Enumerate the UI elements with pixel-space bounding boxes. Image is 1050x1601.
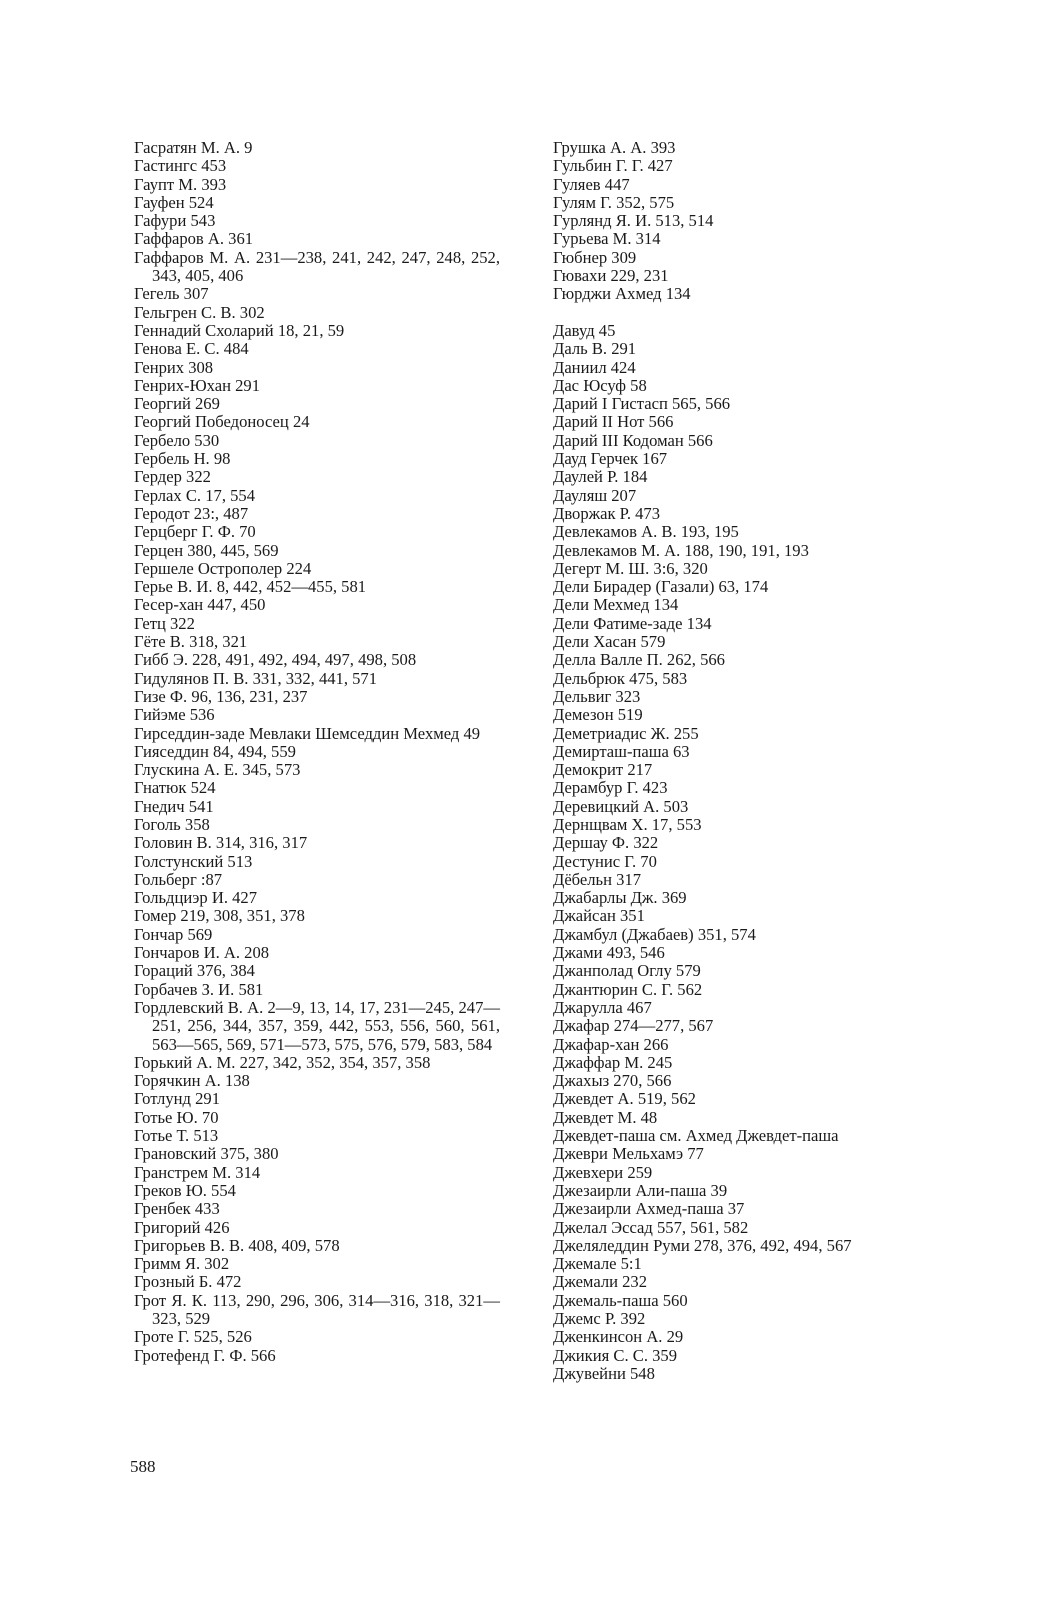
index-entry: Демокрит 217 [553, 760, 653, 780]
index-entry: Герцен 380, 445, 569 [134, 540, 279, 560]
index-entry: Гомер 219, 308, 351, 378 [134, 906, 305, 926]
index-entry: Гердер 322 [134, 467, 211, 487]
index-entry: Делла Валле П. 262, 566 [553, 650, 725, 670]
index-entry: Гегель 307 [134, 284, 209, 304]
index-entry: Грушка А. А. 393 [553, 138, 676, 157]
index-entry: Гулям Г. 352, 575 [553, 192, 675, 212]
index-entry: Дженкинсон А. 29 [553, 1327, 684, 1347]
index-entry: Гюрджи Ахмед 134 [553, 284, 691, 304]
index-entry: Герлах С. 17, 554 [134, 485, 256, 505]
index-entry: Генова Е. С. 484 [134, 339, 249, 359]
index-entry: Греков Ю. 554 [134, 1180, 236, 1200]
index-entry: Гафури 543 [134, 211, 216, 231]
index-entry: Дарий II Нот 566 [553, 412, 674, 432]
index-entry: Джемале 5:1 [553, 1254, 642, 1274]
index-entry: Григорий 426 [134, 1217, 230, 1237]
page-number: 588 [130, 1457, 156, 1476]
index-entry: Джикия С. С. 359 [553, 1345, 678, 1365]
index-entry: Герье В. И. 8, 442, 452—455, 581 [134, 577, 367, 597]
index-entry: Гибб Э. 228, 491, 492, 494, 497, 498, 508 [134, 650, 417, 670]
index-entry: Генрих 308 [134, 357, 214, 377]
index-entry: Гоголь 358 [134, 814, 210, 834]
index-entry: Дестунис Г. 70 [553, 851, 657, 871]
index-entry: Гасратян М. А. 9 [134, 138, 253, 157]
index-entry: Гольдциэр И. 427 [134, 888, 258, 908]
index-entry: Джами 493, 546 [553, 943, 665, 963]
index-entry: Даниил 424 [553, 357, 636, 377]
index-entry: Деметриадис Ж. 255 [553, 723, 699, 743]
index-entry: Гольберг :87 [134, 869, 223, 889]
index-entry: Джеври Мельхамэ 77 [553, 1144, 704, 1164]
index-entry: Гюбнер 309 [553, 247, 637, 267]
index-entry: Дауд Герчек 167 [553, 449, 668, 469]
index-entry: Джевдет М. 48 [553, 1107, 658, 1127]
index-entry: Дели Бирадер (Газали) 63, 174 [553, 577, 769, 597]
index-entry: Гончаров И. А. 208 [134, 943, 270, 963]
index-entry: Гончар 569 [134, 924, 213, 944]
index-entry: Дас Юсуф 58 [553, 375, 647, 395]
index-entry: Дершау Ф. 322 [553, 833, 659, 853]
index-entry: Гаупт М. 393 [134, 174, 227, 194]
index-entry: Джемс Р. 392 [553, 1309, 646, 1328]
index-entry: Джамбул (Джабаев) 351, 574 [553, 924, 756, 944]
index-entry: Дарий III Кодоман 566 [553, 430, 713, 450]
index-entry: Гнедич 541 [134, 796, 214, 816]
index-entry: Дели Хасан 579 [553, 632, 666, 652]
index-entry: Гуляев 447 [553, 174, 630, 194]
index-entry: Гийэме 536 [134, 705, 215, 725]
index-entry: Дворжак Р. 473 [553, 503, 661, 523]
index-entry: Джемаль-паша 560 [553, 1290, 688, 1310]
index-entry: Гнатюк 524 [134, 778, 216, 798]
index-entry: Гаффаров А. 361 [134, 229, 254, 249]
index-entry: Дарий I Гистасп 565, 566 [553, 394, 731, 414]
index-entry: Готье Т. 513 [134, 1126, 219, 1146]
index-entry: Дерамбур Г. 423 [553, 778, 668, 798]
index-entry: Готлунд 291 [134, 1089, 220, 1109]
index-entry: Дёбельн 317 [553, 869, 642, 889]
index-entry: Демирташ-паша 63 [553, 741, 690, 761]
index-entry: Гренбек 433 [134, 1199, 220, 1219]
letter-section-gap [553, 304, 919, 322]
index-entry: Джевдет А. 519, 562 [553, 1089, 696, 1109]
index-entry: Джевхери 259 [553, 1162, 653, 1182]
index-entry: Гербель Н. 98 [134, 449, 231, 469]
index-entry: Дели Фатиме-заде 134 [553, 613, 712, 633]
index-entry: Гримм Я. 302 [134, 1254, 230, 1274]
index-entry: Грот Я. К. 113, 290, 296, 306, 314—316, 318, 321—323, 529 [134, 1290, 500, 1328]
index-entry: Джантюрин С. Г. 562 [553, 979, 703, 999]
index-entry: Гауфен 524 [134, 192, 214, 212]
index-entry: Гаффаров М. А. 231—238, 241, 242, 247, 248, 252, 343, 405, 406 [134, 247, 500, 286]
index-entry: Джеляледдин Руми 278, 376, 492, 494, 567 [553, 1235, 852, 1255]
index-entry: Георгий Победоносец 24 [134, 412, 310, 432]
index-entry: Готье Ю. 70 [134, 1107, 219, 1127]
index-entry: Гершеле Острополер 224 [134, 558, 312, 578]
index-entry: Гирседдин-заде Мевлаки Шемседдин Мехмед 49 [134, 723, 481, 743]
index-entry: Гияседдин 84, 494, 559 [134, 741, 296, 761]
index-entry: Джафар 274—277, 567 [553, 1016, 714, 1036]
index-entry: Гидулянов П. В. 331, 332, 441, 571 [134, 668, 378, 688]
index-entry: Голстунский 513 [134, 851, 253, 871]
index-entry: Гордлевский В. А. 2—9, 13, 14, 17, 231—245, 247—251, 256, 344, 357, 359, 442, 553, 556, 560, 561, 563—565, 569, 571—573, 575, 576, 579, 583, 584 [134, 997, 500, 1054]
index-entry: Джевдет-паша см. Ахмед Джевдет-паша [553, 1126, 839, 1146]
index-entry: Девлекамов М. А. 188, 190, 191, 193 [553, 540, 809, 560]
index-entry: Гроте Г. 525, 526 [134, 1327, 252, 1347]
index-entry: Демезон 519 [553, 705, 643, 725]
index-entry: Дельвиг 323 [553, 686, 641, 706]
index-entry: Герцберг Г. Ф. 70 [134, 522, 256, 542]
index-entry: Горбачев З. И. 581 [134, 979, 264, 999]
index-entry: Гизе Ф. 96, 136, 231, 237 [134, 686, 308, 706]
index-entry: Георгий 269 [134, 394, 220, 414]
index-entry: Дауляш 207 [553, 485, 637, 505]
index-entry: Джаффар М. 245 [553, 1052, 673, 1072]
index-entry: Даль В. 291 [553, 339, 637, 359]
index-entry: Джанполад Оглу 579 [553, 961, 701, 981]
index-entry: Дели Мехмед 134 [553, 595, 679, 615]
index-entry: Джарулла 467 [553, 997, 652, 1017]
index-entry: Дернщвам Х. 17, 553 [553, 814, 702, 834]
index-entry: Гербело 530 [134, 430, 220, 450]
index-entry: Девлекамов А. В. 193, 195 [553, 522, 739, 542]
index-entry: Джелал Эссад 557, 561, 582 [553, 1217, 749, 1237]
index-entry: Гульбин Г. Г. 427 [553, 156, 673, 176]
index-entry: Джабарлы Дж. 369 [553, 888, 687, 908]
index-entry: Гетц 322 [134, 613, 195, 633]
index-entry: Гювахи 229, 231 [553, 266, 669, 286]
index-entry: Деревицкий А. 503 [553, 796, 689, 816]
index-entry: Джувейни 548 [553, 1363, 655, 1383]
index-column-left [134, 139, 500, 1365]
index-entry: Гораций 376, 384 [134, 961, 255, 981]
index-entry: Дегерт М. Ш. 3:6, 320 [553, 558, 708, 578]
index-entry: Горячкин А. 138 [134, 1071, 250, 1091]
index-entry: Геннадий Схоларий 18, 21, 59 [134, 320, 345, 340]
index-entry: Горький А. М. 227, 342, 352, 354, 357, 358 [134, 1052, 431, 1072]
index-entry: Джезаирли Али-паша 39 [553, 1180, 728, 1200]
index-entry: Грановский 375, 380 [134, 1144, 279, 1164]
index-entry: Джемали 232 [553, 1272, 648, 1292]
index-entry: Джайсан 351 [553, 906, 645, 926]
index-entry: Гранстрем М. 314 [134, 1162, 261, 1182]
index-entry: Гастингс 453 [134, 156, 227, 176]
index-entry: Даулей Р. 184 [553, 467, 648, 487]
index-entry: Глускина А. Е. 345, 573 [134, 760, 301, 780]
index-entry: Гурьева М. 314 [553, 229, 661, 249]
index-entry: Джафар-хан 266 [553, 1034, 669, 1054]
index-entry: Геродот 23:, 487 [134, 503, 249, 523]
index-entry: Давуд 45 [553, 320, 616, 340]
index-entry: Грозный Б. 472 [134, 1272, 242, 1292]
index-entry: Гельгрен С. В. 302 [134, 302, 265, 322]
index-entry: Гротефенд Г. Ф. 566 [134, 1345, 276, 1365]
index-entry: Генрих-Юхан 291 [134, 375, 260, 395]
index-entry: Головин В. 314, 316, 317 [134, 833, 308, 853]
index-column-right [553, 139, 919, 1383]
index-entry: Гесер-хан 447, 450 [134, 595, 266, 615]
index-entry: Джахыз 270, 566 [553, 1071, 672, 1091]
index-entry: Гёте В. 318, 321 [134, 632, 248, 652]
index-entry: Гурлянд Я. И. 513, 514 [553, 211, 714, 231]
index-entry: Григорьев В. В. 408, 409, 578 [134, 1235, 340, 1255]
index-entry: Джезаирли Ахмед-паша 37 [553, 1199, 745, 1219]
index-entry: Дельбрюк 475, 583 [553, 668, 688, 688]
